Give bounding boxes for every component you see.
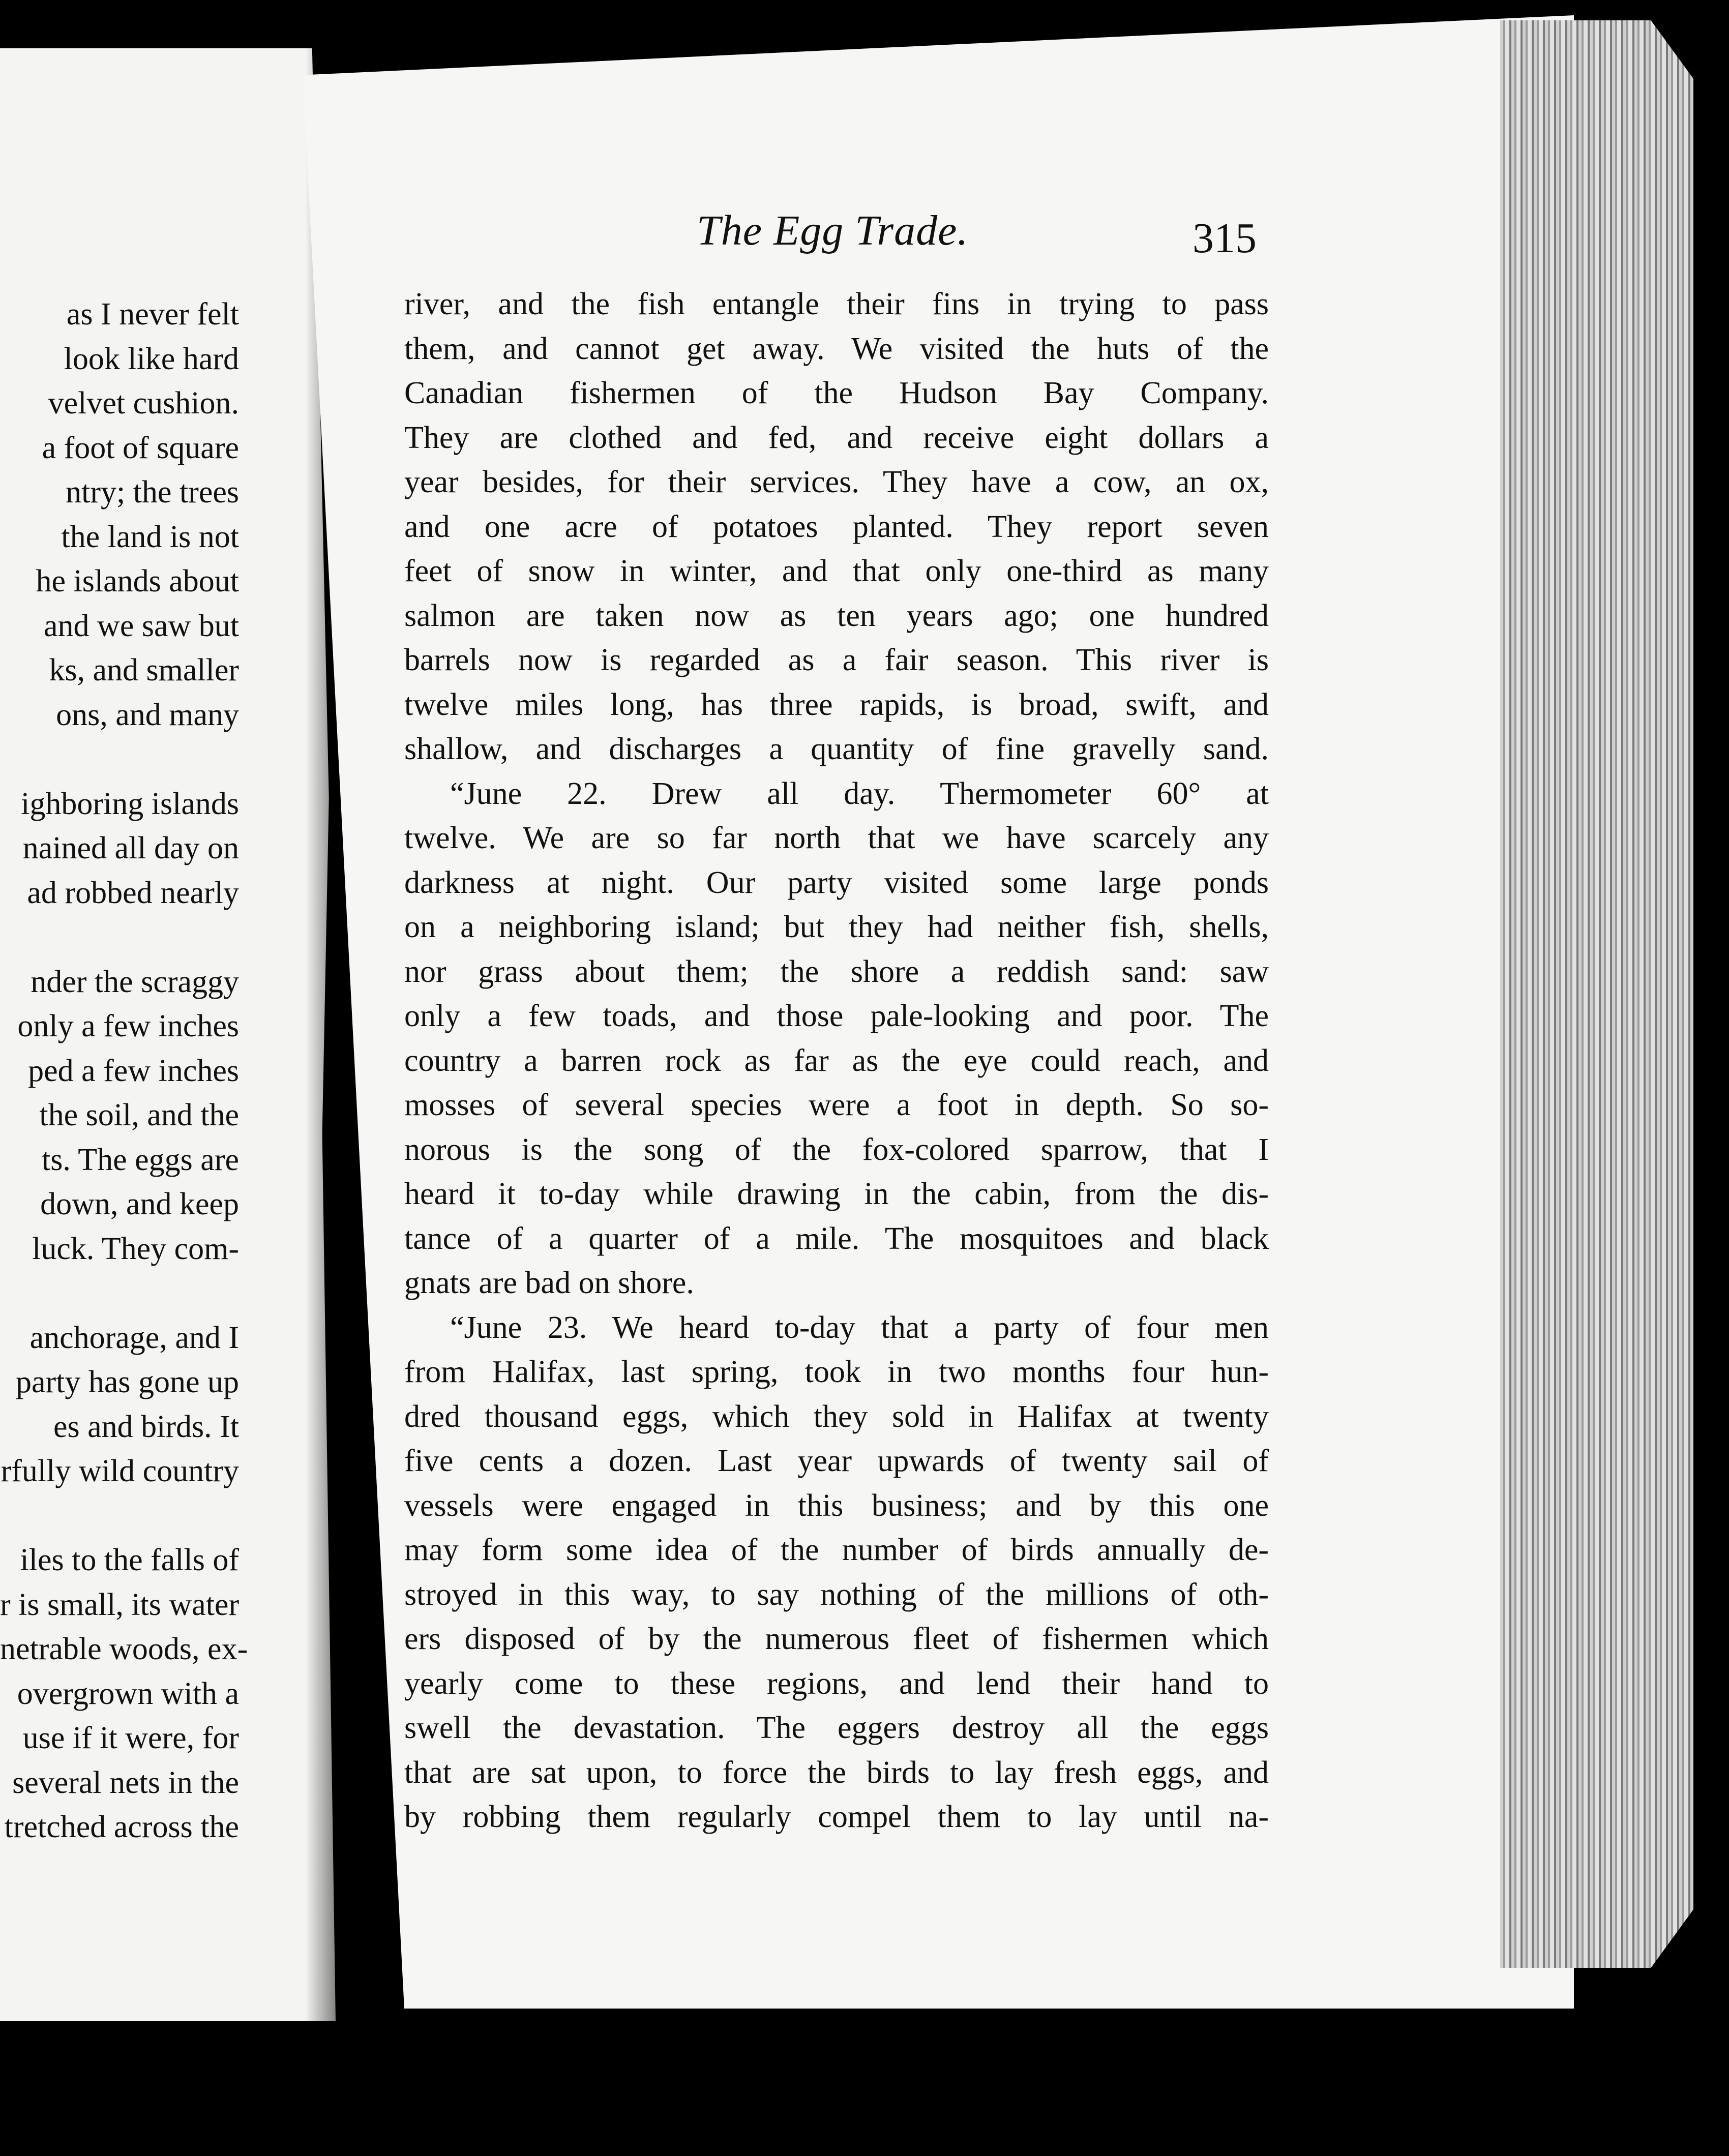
- text-line: vessels were engaged in this business; and by this one: [404, 1488, 1269, 1523]
- left-line: ighboring islands: [21, 786, 239, 821]
- left-line: he islands about: [36, 564, 239, 598]
- text-line: Canadian fishermen of the Hudson Bay Company.: [404, 376, 1269, 410]
- text-line: feet of snow in winter, and that only one-third as many: [404, 554, 1269, 588]
- text-line: twelve miles long, has three rapids, is broad, swift, and: [404, 687, 1269, 722]
- left-line: nder the scraggy: [31, 964, 239, 999]
- text-line: mosses of several species were a foot in depth. So so-: [404, 1088, 1269, 1122]
- text-line: country a barren rock as far as the eye could reach, and: [404, 1043, 1269, 1078]
- text-line: salmon are taken now as ten years ago; one hundred: [404, 598, 1269, 633]
- text-line: dred thousand eggs, which they sold in Halifax at twenty: [404, 1399, 1269, 1434]
- text-line: tance of a quarter of a mile. The mosquitoes and black: [404, 1221, 1269, 1256]
- left-line: only a few inches: [17, 1009, 239, 1043]
- text-line: swell the devastation. The eggers destroy all the eggs: [404, 1711, 1269, 1745]
- left-page-text: [0, 292, 248, 1850]
- left-line: overgrown with a: [17, 1676, 239, 1711]
- text-line: darkness at night. Our party visited some large ponds: [404, 865, 1269, 900]
- text-line: five cents a dozen. Last year upwards of twenty sail of: [404, 1444, 1269, 1478]
- text-line: twelve. We are so far north that we have scarcely any: [404, 821, 1269, 855]
- text-line: gnats are bad on shore.: [404, 1266, 694, 1300]
- left-line: rfully wild country: [1, 1454, 239, 1488]
- text-line: from Halifax, last spring, took in two months four hun-: [404, 1355, 1269, 1389]
- page-number: 315: [1193, 215, 1257, 262]
- left-line: ped a few inches: [28, 1053, 239, 1088]
- left-line: the land is not: [61, 519, 239, 554]
- left-line: a foot of square: [42, 430, 239, 465]
- text-line: They are clothed and fed, and receive eight dollars a: [404, 420, 1269, 455]
- text-line: only a few toads, and those pale-looking and poor. The: [404, 999, 1269, 1033]
- left-line: ons, and many: [56, 697, 239, 732]
- left-line: luck. They com-: [32, 1231, 239, 1266]
- text-line: “June 22. Drew all day. Thermometer 60° at: [450, 776, 1269, 811]
- text-line: shallow, and discharges a quantity of fine gravelly sand.: [404, 732, 1269, 766]
- left-line: ad robbed nearly: [27, 875, 239, 910]
- left-line: ts. The eggs are: [42, 1142, 239, 1177]
- text-line: yearly come to these regions, and lend their hand to: [404, 1666, 1269, 1701]
- left-line: ks, and smaller: [49, 653, 239, 687]
- text-line: barrels now is regarded as a fair season. This river is: [404, 643, 1269, 677]
- left-line: the soil, and the: [39, 1098, 239, 1132]
- text-line: river, and the fish entangle their fins in trying to pass: [404, 287, 1269, 321]
- text-line: ers disposed of by the numerous fleet of fishermen which: [404, 1622, 1269, 1656]
- left-line: ntry; the trees: [66, 475, 239, 510]
- left-line: party has gone up: [15, 1365, 239, 1399]
- left-line: look like hard: [64, 341, 239, 376]
- text-line: heard it to-day while drawing in the cabin, from the dis-: [404, 1177, 1269, 1211]
- left-line: nained all day on: [22, 831, 239, 865]
- left-line: [0, 1271, 239, 1316]
- left-line: anchorage, and I: [29, 1320, 239, 1355]
- left-line: [0, 1494, 239, 1539]
- left-line: es and birds. It: [53, 1409, 239, 1444]
- text-line: them, and cannot get away. We visited the huts of the: [404, 331, 1269, 366]
- left-line: as I never felt: [66, 297, 239, 332]
- text-line: may form some idea of the number of birds annually de-: [404, 1533, 1269, 1567]
- left-line: several nets in the: [12, 1765, 239, 1800]
- left-line: [0, 737, 239, 782]
- text-line: on a neighboring island; but they had neither fish, shells,: [404, 910, 1269, 944]
- text-line: that are sat upon, to force the birds to lay fresh eggs, and: [404, 1755, 1269, 1790]
- text-line: nor grass about them; the shore a reddish sand: saw: [404, 954, 1269, 989]
- left-line: tretched across the: [4, 1810, 239, 1844]
- left-line: r is small, its water: [0, 1587, 240, 1622]
- left-line: velvet cushion.: [48, 386, 239, 421]
- right-page-text: [404, 282, 1269, 1840]
- left-line: down, and keep: [40, 1187, 239, 1221]
- text-line: year besides, for their services. They have a cow, an ox,: [404, 465, 1269, 499]
- text-line: stroyed in this way, to say nothing of the millions of oth-: [404, 1577, 1269, 1612]
- text-line: and one acre of potatoes planted. They report seven: [404, 509, 1269, 544]
- running-title: The Egg Trade.: [697, 207, 969, 254]
- left-line: use if it were, for: [22, 1721, 239, 1755]
- text-line: norous is the song of the fox-colored sparrow, that I: [404, 1132, 1269, 1167]
- left-line: netrable woods, ex-: [0, 1632, 248, 1666]
- left-line: and we saw but: [44, 608, 239, 643]
- page-edges: [1500, 20, 1693, 1968]
- left-line: iles to the falls of: [20, 1543, 239, 1577]
- left-line: [0, 915, 239, 960]
- text-line: by robbing them regularly compel them to lay until na-: [404, 1800, 1269, 1834]
- text-line: “June 23. We heard to-day that a party of four men: [450, 1310, 1269, 1345]
